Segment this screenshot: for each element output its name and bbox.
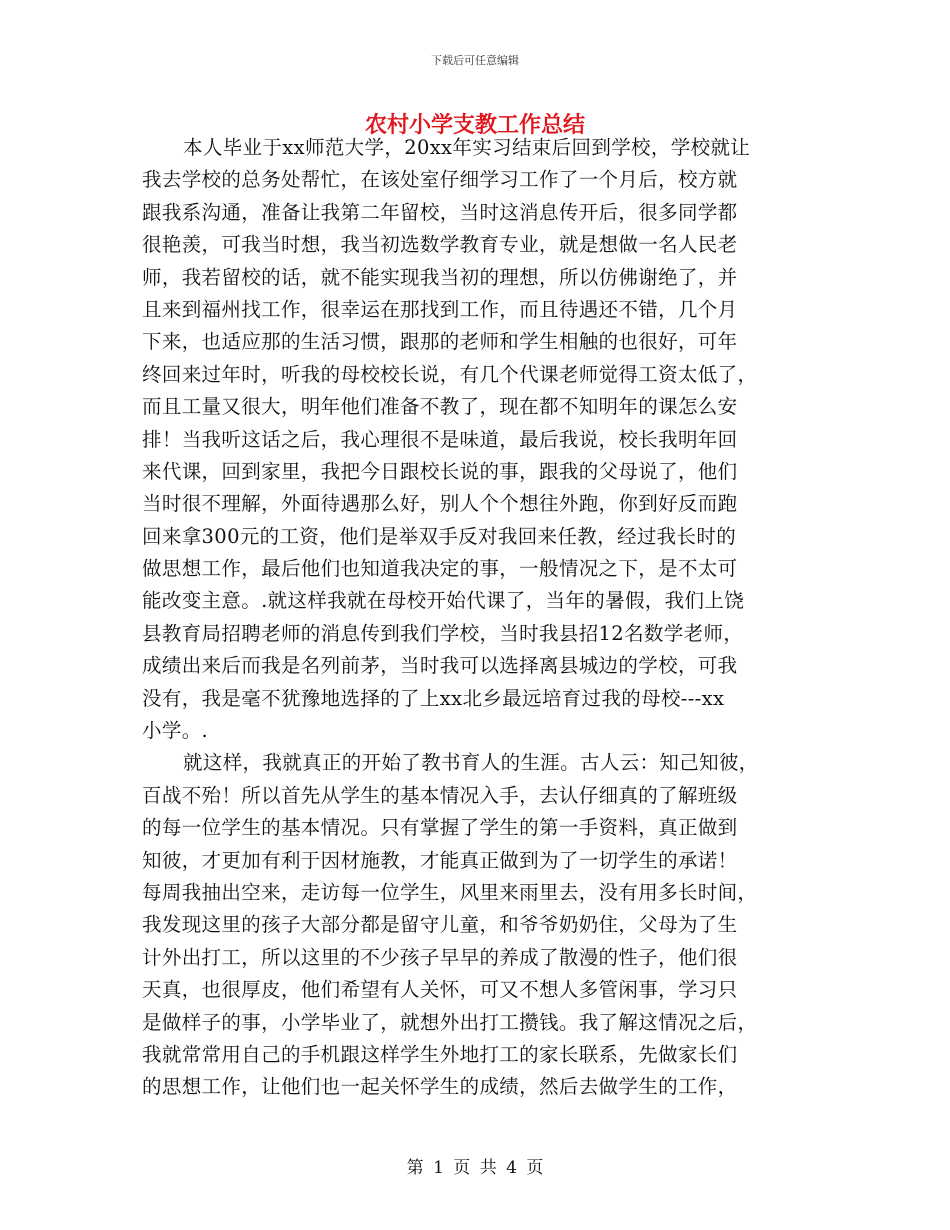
paragraph-2 xyxy=(142,747,810,1103)
text-line: 百战不殆！所以首先从学生的基本情况入手，去认仔细真的了解班级 xyxy=(142,783,738,807)
text-line: 县教育局招聘老师的消息传到我们学校，当时我县招12名数学老师， xyxy=(142,621,744,645)
text-line: 没有，我是毫不犹豫地选择的了上xx北乡最远培育过我的母校---xx xyxy=(142,686,725,710)
text-line: 当时很不理解，外面待遇那么好，别人个个想往外跑，你到好反而跑 xyxy=(142,492,738,516)
text-line: 每周我抽出空来，走访每一位学生，风里来雨里去，没有用多长时间， xyxy=(142,880,758,904)
document-title: 农村小学支教工作总结 xyxy=(364,112,585,138)
text-line: 跟我系沟通，准备让我第二年留校，当时这消息传开后，很多同学都 xyxy=(142,200,738,224)
text-line: 我去学校的总务处帮忙，在该处室仔细学习工作了一个月后，校方就 xyxy=(142,168,738,192)
text-line: 就这样，我就真正的开始了教书育人的生涯。古人云：知己知彼， xyxy=(183,751,759,775)
page-header-note: 下载后可任意编辑 xyxy=(431,54,519,67)
paragraph-1 xyxy=(142,132,810,747)
page-number-footer: 第 1 页 共 4 页 xyxy=(406,1158,544,1178)
text-line: 是做样子的事，小学毕业了，就想外出打工攒钱。我了解这情况之后， xyxy=(142,1010,758,1034)
text-line: 小学。. xyxy=(142,719,209,743)
text-line: 终回来过年时，听我的母校校长说，有几个代课老师觉得工资太低了， xyxy=(142,362,758,386)
document-body xyxy=(142,132,810,1104)
text-line: 计外出打工，所以这里的不少孩子早早的养成了散漫的性子，他们很 xyxy=(142,945,738,969)
text-line: 师，我若留校的话，就不能实现我当初的理想，所以仿佛谢绝了，并 xyxy=(142,265,738,289)
text-line: 下来，也适应那的生活习惯，跟那的老师和学生相触的也很好，可年 xyxy=(142,330,738,354)
text-line: 我发现这里的孩子大部分都是留守儿童，和爷爷奶奶住，父母为了生 xyxy=(142,913,738,937)
text-line: 做思想工作，最后他们也知道我决定的事，一般情况之下，是不太可 xyxy=(142,557,738,581)
text-line: 而且工量又很大，明年他们准备不教了，现在都不知明年的课怎么安 xyxy=(142,395,738,419)
text-line: 的每一位学生的基本情况。只有掌握了学生的第一手资料，真正做到 xyxy=(142,816,738,840)
text-line: 能改变主意。.就这样我就在母校开始代课了，当年的暑假，我们上饶 xyxy=(142,589,745,613)
text-line: 回来拿300元的工资，他们是举双手反对我回来任教，经过我长时的 xyxy=(142,524,737,548)
text-line: 本人毕业于xx师范大学，20xx年实习结束后回到学校，学校就让 xyxy=(183,136,751,159)
text-line: 很艳羡，可我当时想，我当初选数学教育专业，就是想做一名人民老 xyxy=(142,233,738,257)
text-line: 的思想工作，让他们也一起关怀学生的成绩，然后去做学生的工作， xyxy=(142,1075,738,1099)
text-line: 知彼，才更加有利于因材施教，才能真正做到为了一切学生的承诺！ xyxy=(142,848,738,872)
text-line: 且来到福州找工作，很幸运在那找到工作，而且待遇还不错，几个月 xyxy=(142,297,738,321)
text-line: 来代课，回到家里，我把今日跟校长说的事，跟我的父母说了，他们 xyxy=(142,459,738,483)
text-line: 排！当我听这话之后，我心理很不是味道，最后我说，校长我明年回 xyxy=(142,427,738,451)
text-line: 成绩出来后而我是名列前茅，当时我可以选择离县城边的学校，可我 xyxy=(142,654,738,678)
text-line: 我就常常用自己的手机跟这样学生外地打工的家长联系，先做家长们 xyxy=(142,1042,738,1066)
text-line: 天真，也很厚皮，他们希望有人关怀，可又不想人多管闲事，学习只 xyxy=(142,978,738,1002)
